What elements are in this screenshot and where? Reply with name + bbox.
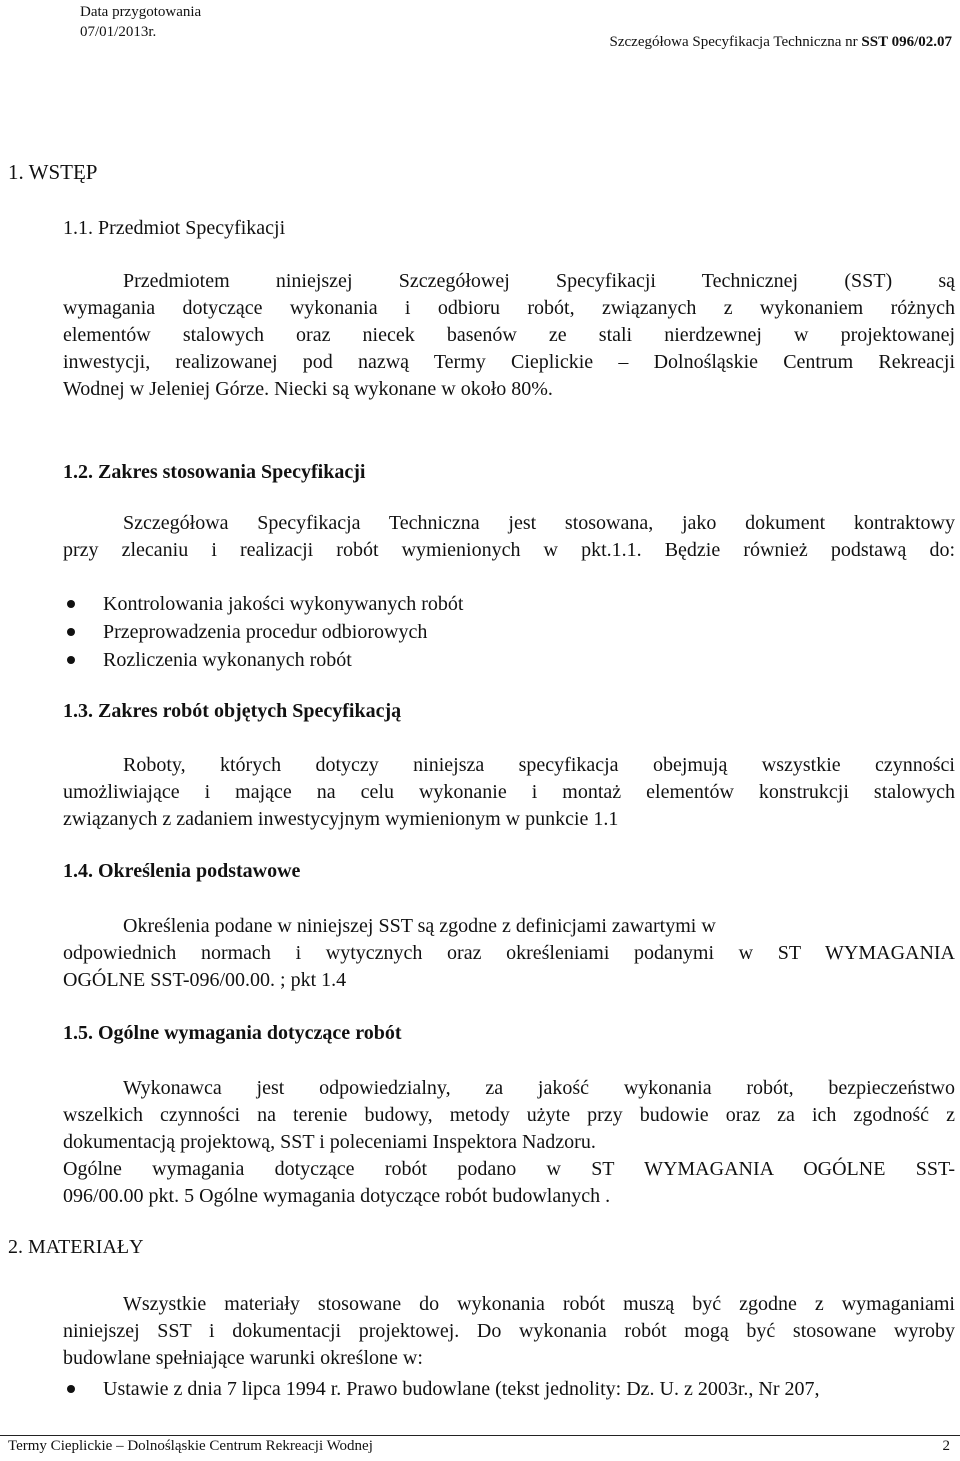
paragraph-line: Przedmiotem niniejszej Szczegółowej Specyfikacji Technicznej (SST) są	[123, 270, 955, 292]
list-item: Kontrolowania jakości wykonywanych robót	[63, 590, 463, 618]
section-1-3-heading: 1.3. Zakres robót objętych Specyfikacją	[63, 700, 402, 722]
paragraph-line: 096/00.00 pkt. 5 Ogólne wymagania dotyczące robót budowlanych .	[63, 1185, 611, 1207]
paragraph-line: Wodnej w Jeleniej Górze. Niecki są wykonane w około 80%.	[63, 378, 553, 400]
section-1-4-paragraph	[63, 913, 955, 994]
list-item: Ustawie z dnia 7 lipca 1994 r. Prawo budowlane (tekst jednolity: Dz. U. z 2003r., Nr 207,	[63, 1375, 955, 1403]
paragraph-line: Wszystkie materiały stosowane do wykonania robót muszą być zgodne z wymaganiami	[123, 1293, 955, 1315]
spec-title-prefix: Szczegółowa Specyfikacja Techniczna nr	[609, 34, 862, 50]
paragraph-line: Roboty, których dotyczy niniejsza specyfikacja obejmują wszystkie czynności	[123, 754, 955, 776]
paragraph-line: wszelkich czynności na terenie budowy, metody użyte przy budowie oraz za ich zgodność z	[63, 1104, 955, 1126]
section-2-bullet-list	[63, 1375, 955, 1403]
list-item: Rozliczenia wykonanych robót	[63, 646, 463, 674]
paragraph-line: Szczegółowa Specyfikacja Techniczna jest stosowana, jako dokument kontraktowy	[123, 512, 955, 534]
list-item: Przeprowadzenia procedur odbiorowych	[63, 618, 463, 646]
paragraph-line: Ogólne wymagania dotyczące robót podano w ST WYMAGANIA OGÓLNE SST-	[63, 1158, 955, 1180]
section-1-2-heading: 1.2. Zakres stosowania Specyfikacji	[63, 461, 366, 483]
section-1-heading: 1. WSTĘP	[8, 160, 98, 184]
preparation-date-block	[80, 2, 201, 42]
section-1-1-paragraph	[63, 268, 955, 403]
section-1-2-bullet-list	[63, 590, 463, 674]
spec-title-header	[610, 34, 952, 51]
page-number: 2	[942, 1438, 950, 1454]
paragraph-line: dokumentacją projektową, SST i poleceniami Inspektora Nadzoru.	[63, 1131, 596, 1153]
section-1-1-heading: 1.1. Przedmiot Specyfikacji	[63, 217, 286, 239]
page-footer	[0, 1435, 960, 1454]
footer-project-name: Termy Cieplickie – Dolnośląskie Centrum Rekreacji Wodnej	[8, 1438, 373, 1454]
section-2-paragraph	[63, 1291, 955, 1372]
paragraph-line: OGÓLNE SST-096/00.00. ; pkt 1.4	[63, 969, 347, 991]
paragraph-line: przy zlecaniu i realizacji robót wymienionych w pkt.1.1. Będzie również podstawą do:	[63, 539, 955, 561]
paragraph-line: związanych z zadaniem inwestycyjnym wymienionym w punkcie 1.1	[63, 808, 619, 830]
preparation-date-label: Data przygotowania	[80, 4, 202, 20]
section-1-5-heading: 1.5. Ogólne wymagania dotyczące robót	[63, 1022, 402, 1044]
paragraph-line: Określenia podane w niniejszej SST są zgodne z definicjami zawartymi w	[123, 915, 716, 937]
section-1-3-paragraph	[63, 752, 955, 833]
paragraph-line: umożliwiające i mające na celu wykonanie i montaż elementów konstrukcji stalowych	[63, 781, 955, 803]
paragraph-line: budowlane spełniające warunki określone w:	[63, 1347, 423, 1369]
paragraph-line: elementów stalowych oraz niecek basenów ze stali nierdzewnej w projektowanej	[63, 324, 955, 346]
paragraph-line: Wykonawca jest odpowiedzialny, za jakość wykonania robót, bezpieczeństwo	[123, 1077, 955, 1099]
section-1-4-heading: 1.4. Określenia podstawowe	[63, 860, 301, 882]
paragraph-line: odpowiednich normach i wytycznych oraz określeniami podanymi w ST WYMAGANIA	[63, 942, 955, 964]
section-2-heading: 2. MATERIAŁY	[8, 1236, 144, 1258]
paragraph-line: wymagania dotyczące wykonania i odbioru robót, związanych z wykonaniem różnych	[63, 297, 955, 319]
paragraph-line: niniejszej SST i dokumentacji projektowej. Do wykonania robót mogą być stosowane wyroby	[63, 1320, 955, 1342]
section-1-2-paragraph	[63, 510, 955, 564]
section-1-5-paragraph	[63, 1075, 955, 1210]
preparation-date-value: 07/01/2013r.	[80, 24, 157, 40]
paragraph-line: inwestycji, realizowanej pod nazwą Termy Cieplickie – Dolnośląskie Centrum Rekreacji	[63, 351, 955, 373]
spec-number: SST 096/02.07	[861, 34, 952, 50]
